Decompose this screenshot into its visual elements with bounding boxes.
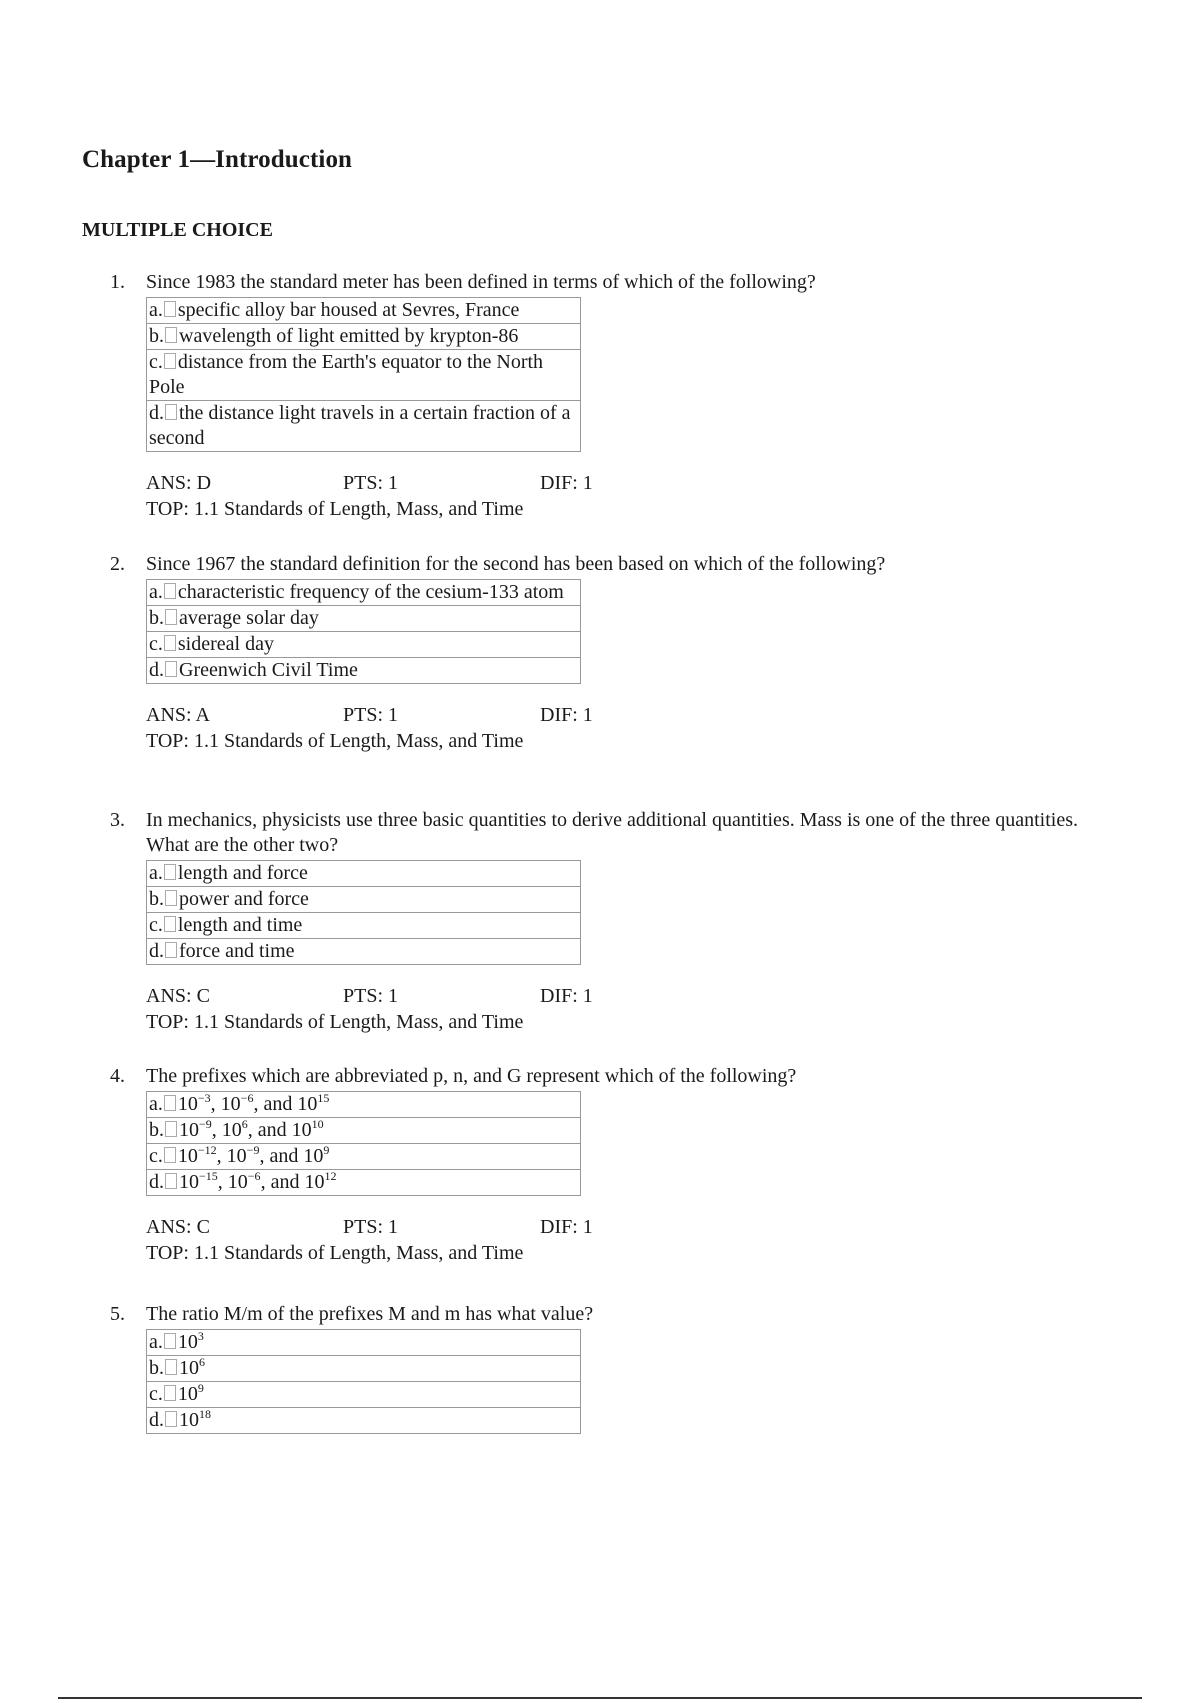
choice-separator: , and xyxy=(247,1119,292,1141)
choice-text: length and force xyxy=(177,862,308,884)
choice-letter: b. xyxy=(149,1119,164,1141)
choice-text: average solar day xyxy=(179,607,319,629)
points-label: PTS: 1 xyxy=(343,985,399,1007)
power-base: 10 xyxy=(226,1145,247,1167)
choice-row xyxy=(147,350,581,401)
question-text: Since 1983 the standard meter has been defined in terms of which of the following? xyxy=(146,271,816,293)
checkbox-glyph-icon xyxy=(164,1333,176,1349)
checkbox-glyph-icon xyxy=(164,1095,176,1111)
choice-row xyxy=(147,1408,581,1434)
choice-separator: , xyxy=(210,1093,221,1115)
choice-letter: c. xyxy=(149,914,163,936)
question-item xyxy=(110,1302,1110,1434)
power-exponent: 10 xyxy=(311,1117,324,1131)
power-exponent: −15 xyxy=(199,1169,218,1183)
choice-cell xyxy=(147,606,581,632)
choice-row xyxy=(147,632,581,658)
choices-table xyxy=(146,1329,581,1434)
choice-row xyxy=(147,1118,581,1144)
checkbox-glyph-icon xyxy=(165,404,177,420)
checkbox-glyph-icon xyxy=(165,890,177,906)
choice-cell xyxy=(147,658,581,684)
choice-cell xyxy=(147,1144,581,1170)
checkbox-glyph-icon xyxy=(165,661,177,677)
topic-label: TOP: 1.1 Standards of Length, Mass, and Time xyxy=(146,1011,524,1033)
choice-separator: , and xyxy=(260,1171,305,1193)
choice-cell xyxy=(147,580,581,606)
choice-row xyxy=(147,1356,581,1382)
choice-letter: c. xyxy=(149,351,163,373)
answer-meta-row xyxy=(146,470,1110,496)
checkbox-glyph-icon xyxy=(165,1173,177,1189)
choice-cell xyxy=(147,1382,581,1408)
topic-label: TOP: 1.1 Standards of Length, Mass, and Time xyxy=(146,1242,524,1264)
power-exponent: 18 xyxy=(199,1407,211,1421)
difficulty-label: DIF: 1 xyxy=(540,1216,593,1238)
power-base: 10 xyxy=(179,1357,199,1379)
power-base: 10 xyxy=(303,1145,324,1167)
answer-label: ANS: A xyxy=(146,704,210,726)
answer-meta xyxy=(146,702,1110,754)
question-number: 4. xyxy=(110,1065,125,1087)
power-exponent: 6 xyxy=(241,1117,248,1131)
power-base: 10 xyxy=(179,1171,199,1193)
checkbox-glyph-icon xyxy=(164,1147,176,1163)
choice-cell xyxy=(147,1092,581,1118)
choice-letter: c. xyxy=(149,1145,163,1167)
choice-letter: a. xyxy=(149,1331,163,1353)
answer-meta xyxy=(146,983,1110,1035)
choice-cell xyxy=(147,939,581,965)
power-exponent: −12 xyxy=(197,1143,217,1157)
power-exponent: −9 xyxy=(199,1117,212,1131)
choice-row xyxy=(147,298,581,324)
choice-text: length and time xyxy=(177,914,303,936)
choice-separator: , xyxy=(216,1145,227,1167)
choice-text: wavelength of light emitted by krypton-86 xyxy=(179,325,519,347)
choice-separator: , xyxy=(217,1171,228,1193)
choice-row xyxy=(147,1144,581,1170)
choice-cell xyxy=(147,913,581,939)
checkbox-glyph-icon xyxy=(164,864,176,880)
answer-meta-row xyxy=(146,983,1110,1009)
choice-row xyxy=(147,861,581,887)
answer-label: ANS: C xyxy=(146,985,210,1007)
power-exponent: −6 xyxy=(247,1169,261,1183)
power-base: 10 xyxy=(304,1171,325,1193)
answer-meta xyxy=(146,470,1110,522)
question-row xyxy=(110,1064,1110,1089)
choices-table xyxy=(146,579,581,684)
points-label: PTS: 1 xyxy=(343,1216,399,1238)
answer-meta-row xyxy=(146,1214,1110,1240)
choice-cell xyxy=(147,1118,581,1144)
power-exponent: −3 xyxy=(197,1091,211,1105)
checkbox-glyph-icon xyxy=(164,916,176,932)
choice-text: force and time xyxy=(179,940,295,962)
question-number: 1. xyxy=(110,271,125,293)
power-exponent: −6 xyxy=(240,1091,254,1105)
choice-letter: c. xyxy=(149,1383,163,1405)
choice-letter: d. xyxy=(149,1171,164,1193)
power-exponent: 3 xyxy=(197,1329,204,1343)
choice-text: distance from the Earth's equator to the North Pole xyxy=(149,351,544,398)
checkbox-glyph-icon xyxy=(165,942,177,958)
points-label: PTS: 1 xyxy=(343,704,399,726)
choice-cell xyxy=(147,1330,581,1356)
choice-text: Greenwich Civil Time xyxy=(179,659,358,681)
choice-letter: a. xyxy=(149,581,163,603)
choice-row xyxy=(147,401,581,452)
choice-text: the distance light travels in a certain fraction of a second xyxy=(149,402,571,449)
checkbox-glyph-icon xyxy=(164,353,176,369)
checkbox-glyph-icon xyxy=(165,609,177,625)
choice-row xyxy=(147,658,581,684)
choices-table xyxy=(146,860,581,965)
choice-letter: d. xyxy=(149,940,164,962)
choice-cell xyxy=(147,632,581,658)
answer-label: ANS: D xyxy=(146,472,212,494)
section-title: MULTIPLE CHOICE xyxy=(82,219,273,241)
power-base: 10 xyxy=(177,1383,198,1405)
power-base: 10 xyxy=(297,1093,318,1115)
choice-cell xyxy=(147,887,581,913)
choice-letter: a. xyxy=(149,862,163,884)
choices-table xyxy=(146,297,581,452)
checkbox-glyph-icon xyxy=(165,1411,177,1427)
question-row xyxy=(110,1302,1110,1327)
choice-separator: , and xyxy=(253,1093,298,1115)
checkbox-glyph-icon xyxy=(165,1121,177,1137)
choice-letter: d. xyxy=(149,402,164,424)
answer-meta-row xyxy=(146,702,1110,728)
choice-cell xyxy=(147,350,581,401)
choice-row xyxy=(147,606,581,632)
power-exponent: 15 xyxy=(317,1091,330,1105)
difficulty-label: DIF: 1 xyxy=(540,985,593,1007)
choice-cell xyxy=(147,1408,581,1434)
power-exponent: 6 xyxy=(199,1355,205,1369)
choice-row xyxy=(147,324,581,350)
checkbox-glyph-icon xyxy=(164,583,176,599)
power-base: 10 xyxy=(291,1119,312,1141)
choice-letter: b. xyxy=(149,888,164,910)
choice-text: sidereal day xyxy=(177,633,274,655)
question-item xyxy=(110,1064,1110,1266)
choice-row xyxy=(147,887,581,913)
question-item xyxy=(110,808,1110,1035)
choice-cell xyxy=(147,861,581,887)
question-text: The ratio M/m of the prefixes M and m has what value? xyxy=(146,1303,594,1325)
choice-row xyxy=(147,1092,581,1118)
chapter-title: Chapter 1—Introduction xyxy=(82,146,353,173)
choice-letter: b. xyxy=(149,1357,164,1379)
choice-row xyxy=(147,580,581,606)
power-base: 10 xyxy=(177,1093,198,1115)
power-base: 10 xyxy=(227,1171,248,1193)
choice-letter: d. xyxy=(149,659,164,681)
answer-label: ANS: C xyxy=(146,1216,210,1238)
question-number: 5. xyxy=(110,1303,125,1325)
choice-row xyxy=(147,913,581,939)
checkbox-glyph-icon xyxy=(164,635,176,651)
question-text: In mechanics, physicists use three basic quantities to derive additional quantities. Mass is one of the three quantities. What are the other two? xyxy=(146,809,1078,856)
choice-cell xyxy=(147,324,581,350)
bottom-rule xyxy=(58,1697,1142,1699)
answer-meta xyxy=(146,1214,1110,1266)
choice-text: characteristic frequency of the cesium-133 atom xyxy=(177,581,564,603)
choice-cell xyxy=(147,1170,581,1196)
checkbox-glyph-icon xyxy=(164,1385,176,1401)
choice-separator: , xyxy=(211,1119,222,1141)
question-number: 3. xyxy=(110,809,125,831)
power-base: 10 xyxy=(177,1145,198,1167)
question-number: 2. xyxy=(110,553,125,575)
power-exponent: 12 xyxy=(324,1169,337,1183)
choice-letter: b. xyxy=(149,607,164,629)
power-base: 10 xyxy=(177,1331,198,1353)
choice-separator: , and xyxy=(259,1145,304,1167)
checkbox-glyph-icon xyxy=(165,327,177,343)
choice-letter: b. xyxy=(149,325,164,347)
question-text: Since 1967 the standard definition for the second has been based on which of the following? xyxy=(146,553,886,575)
power-base: 10 xyxy=(179,1409,199,1431)
power-exponent: 9 xyxy=(323,1143,330,1157)
question-row xyxy=(110,808,1110,858)
choice-cell xyxy=(147,298,581,324)
checkbox-glyph-icon xyxy=(165,1359,177,1375)
points-label: PTS: 1 xyxy=(343,472,399,494)
choice-letter: d. xyxy=(149,1409,164,1431)
checkbox-glyph-icon xyxy=(164,301,176,317)
question-text: The prefixes which are abbreviated p, n, and G represent which of the following? xyxy=(146,1065,797,1087)
power-exponent: 9 xyxy=(197,1381,204,1395)
choice-text: specific alloy bar housed at Sevres, France xyxy=(177,299,520,321)
choice-row xyxy=(147,1382,581,1408)
difficulty-label: DIF: 1 xyxy=(540,472,593,494)
choice-cell xyxy=(147,401,581,452)
power-exponent: −9 xyxy=(246,1143,260,1157)
choice-letter: c. xyxy=(149,633,163,655)
question-item xyxy=(110,270,1110,522)
choice-row xyxy=(147,1170,581,1196)
power-base: 10 xyxy=(179,1119,199,1141)
difficulty-label: DIF: 1 xyxy=(540,704,593,726)
question-row xyxy=(110,270,1110,295)
choices-table xyxy=(146,1091,581,1196)
power-base: 10 xyxy=(220,1093,241,1115)
choice-letter: a. xyxy=(149,299,163,321)
question-row xyxy=(110,552,1110,577)
choice-row xyxy=(147,939,581,965)
topic-label: TOP: 1.1 Standards of Length, Mass, and Time xyxy=(146,498,524,520)
choice-row xyxy=(147,1330,581,1356)
question-item xyxy=(110,552,1110,754)
choice-text: power and force xyxy=(179,888,309,910)
choice-letter: a. xyxy=(149,1093,163,1115)
topic-label: TOP: 1.1 Standards of Length, Mass, and Time xyxy=(146,730,524,752)
choice-cell xyxy=(147,1356,581,1382)
power-base: 10 xyxy=(221,1119,242,1141)
